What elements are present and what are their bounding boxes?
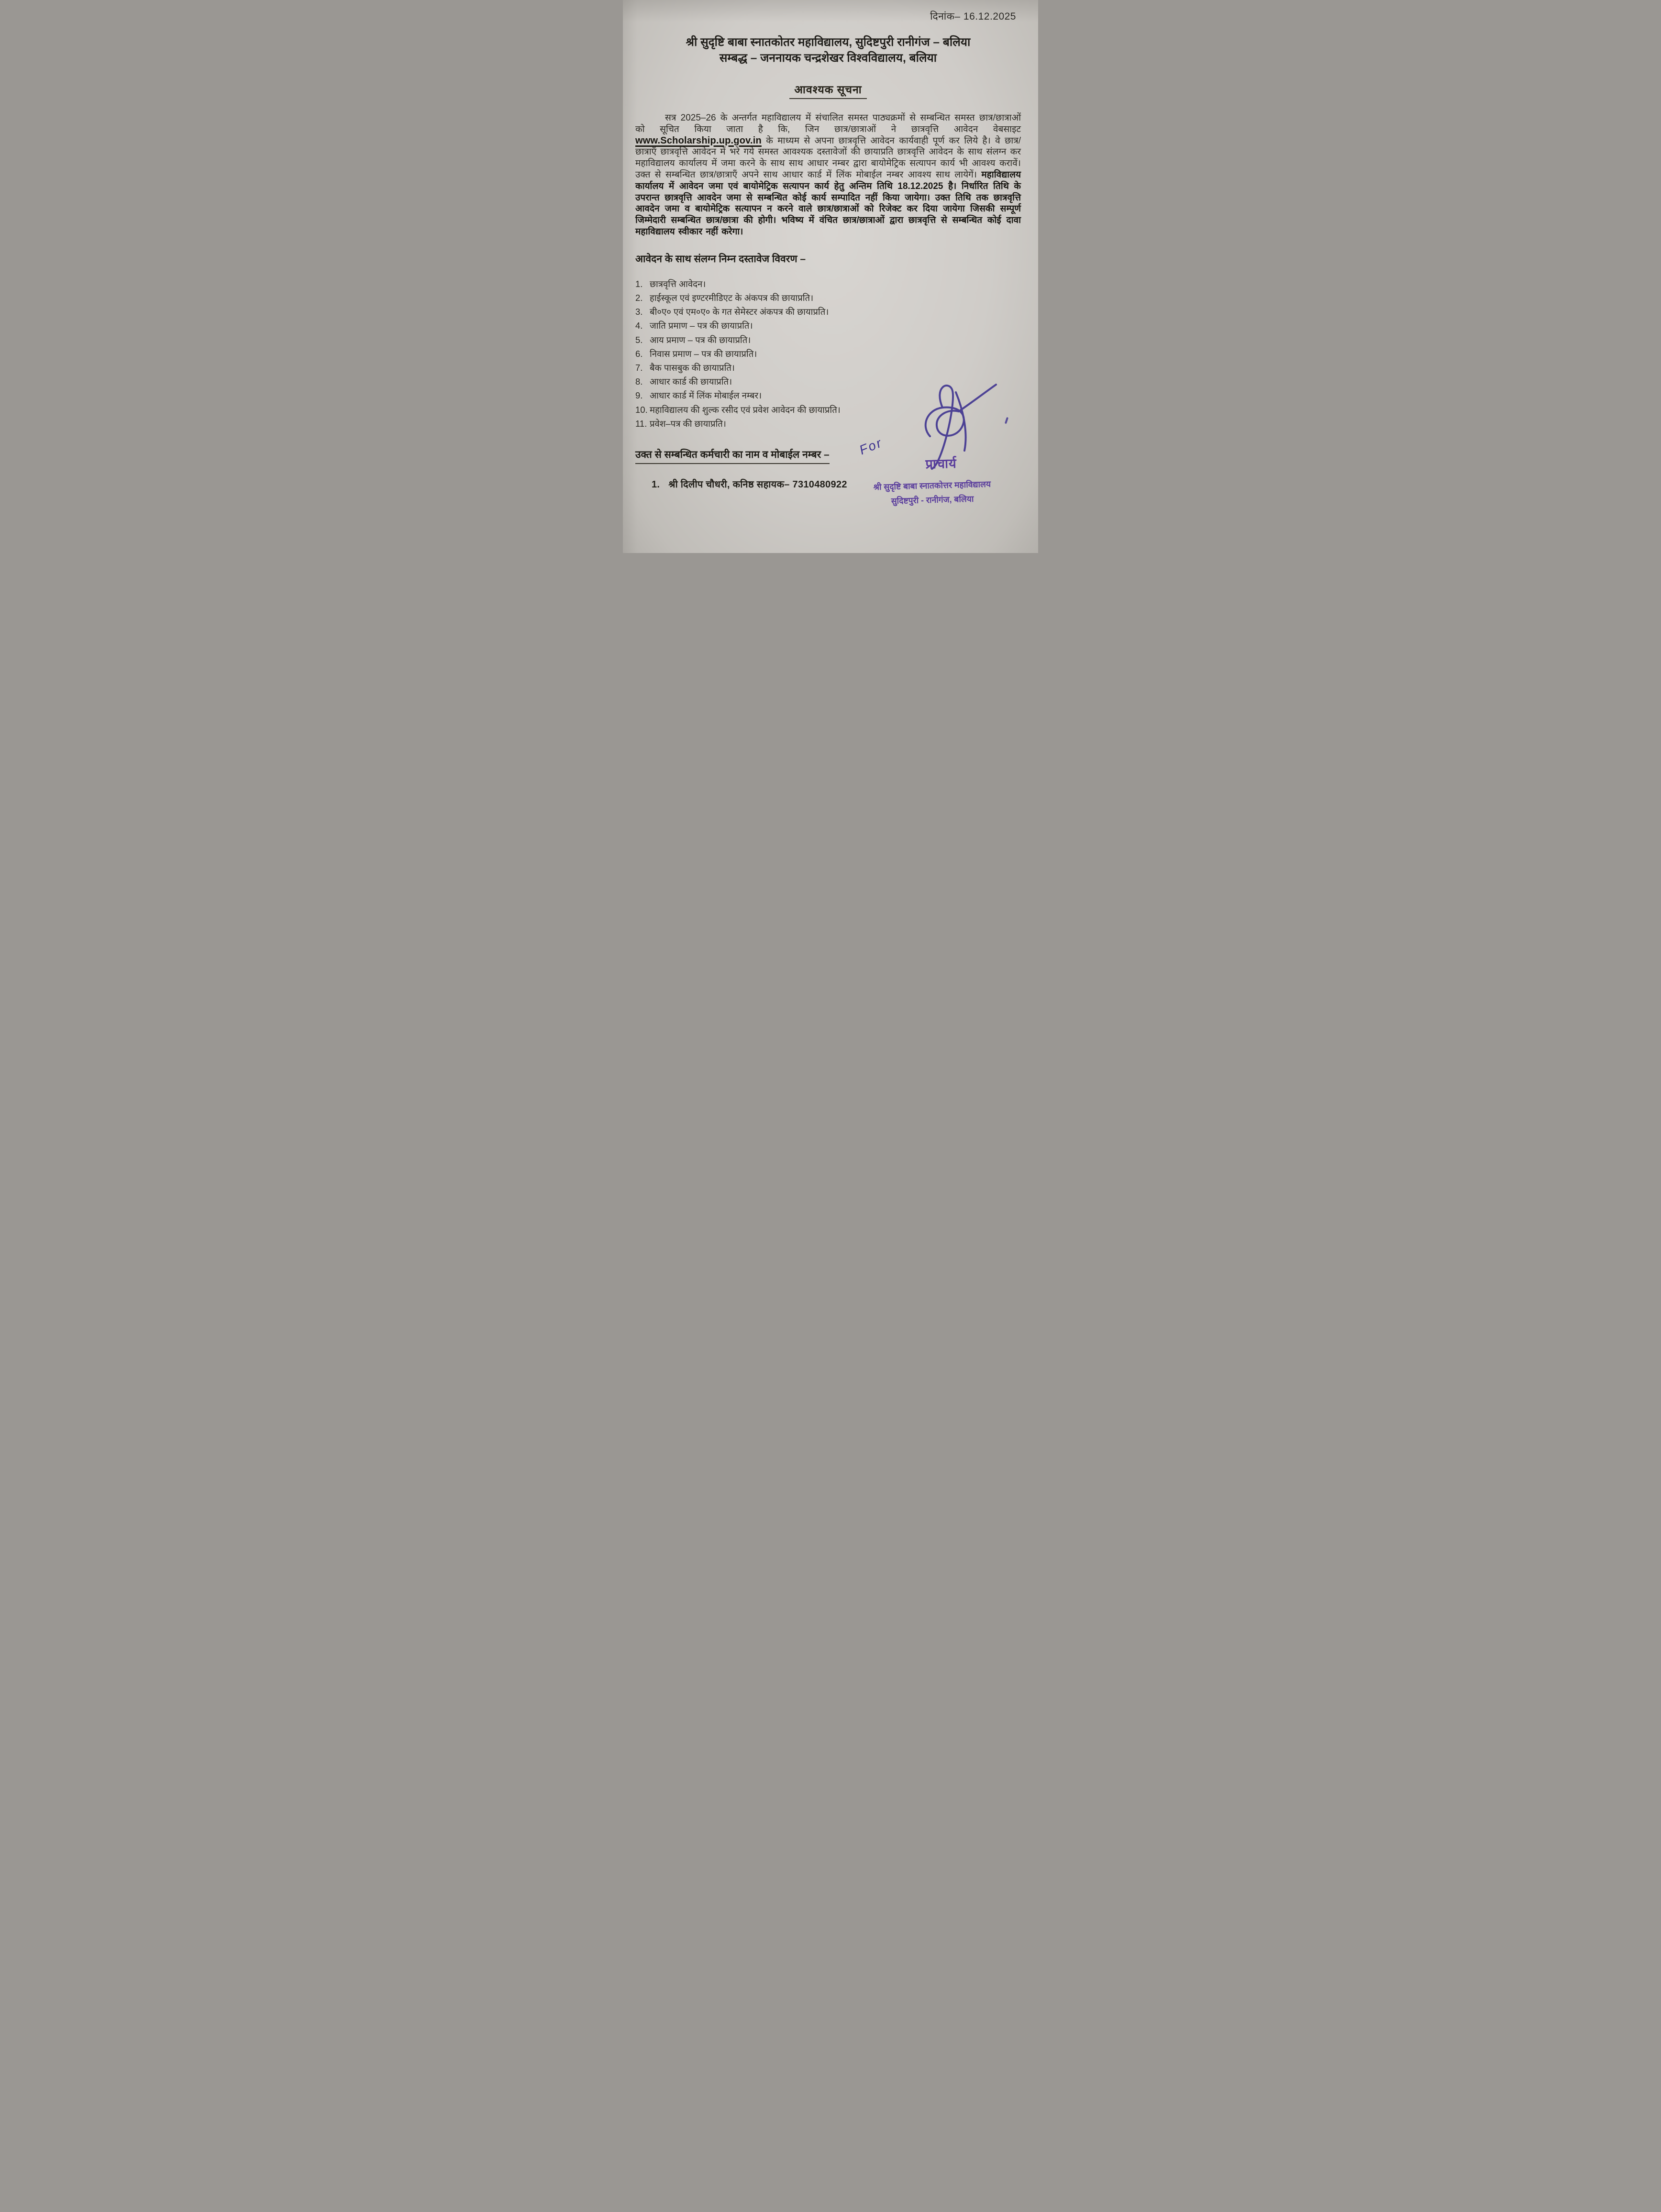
contact-text: श्री दिलीप चौधरी, कनिष्ठ सहायक– 7310480922 — [668, 479, 847, 490]
stamp-title: प्राचार्य — [925, 456, 957, 472]
item-number: 9. — [635, 390, 643, 401]
list-item — [635, 319, 1021, 332]
item-text: महाविद्यालय की शुल्क रसीद एवं प्रवेश आवेदन की छायाप्रति। — [650, 404, 841, 415]
item-text: बैक पासबुक की छायाप्रति। — [650, 362, 735, 373]
list-item — [635, 291, 1021, 305]
item-number: 10. — [635, 404, 648, 415]
item-number: 8. — [635, 376, 643, 387]
list-item — [635, 277, 1021, 291]
item-text: हाईस्कूल एवं इण्टरमीडिएट के अंकपत्र की छायाप्रति। — [650, 292, 814, 303]
list-item — [635, 347, 1021, 361]
notice-heading: आवश्यक सूचना — [789, 81, 866, 99]
contact-heading: उक्त से सम्बन्धित कर्मचारी का नाम व मोबाईल नम्बर – — [635, 448, 830, 464]
stamp-college-line: श्री सुदृष्टि बाबा स्नातकोत्तर महाविद्यालय — [873, 479, 991, 492]
item-text: आधार कार्ड में लिंक मोबाईल नम्बर। — [650, 390, 762, 401]
documents-heading: आवेदन के साथ संलग्न निम्न दस्तावेज विवरण – — [635, 253, 806, 265]
list-item — [635, 305, 1021, 319]
item-number: 2. — [635, 292, 643, 303]
paragraph-part2: के माध्यम से अपना छात्रवृत्ति आवेदन कार्यवाही पूर्ण कर लिये है। वे छात्र/छात्राएँ छात्रवृत्ति आवेदन में भरे गये समस्त आवश्यक दस्तावेजों की छायाप्रति छात्रवृत्ति आवेदन के साथ संलग्न कर महाविद्यालय कार्यालय में जमा करने के साथ साथ आधार नम्बर द्वारा बायोमेट्रिक सत्यापन कार्य भी आवश्य करावें। उक्त से सम्बन्धित छात्र/छात्राएँ अपने साथ आधार कार्ड में लिंक मोबाईल नम्बर आवश्य साथ लायेगें। — [635, 135, 1021, 180]
item-text: प्रवेश–पत्र की छायाप्रति। — [650, 418, 726, 429]
item-number: 11. — [635, 418, 647, 429]
stamp-address-line: सुदिष्टपुरी - रानीगंज, बलिया — [891, 494, 974, 506]
scanned-notice-page — [623, 0, 1038, 553]
title-line1: श्री सुदृष्टि बाबा स्नातकोतर महाविद्यालय, सुदिष्टपुरी रानीगंज – बलिया — [686, 36, 971, 49]
principal-stamp — [845, 452, 1019, 508]
list-item — [635, 333, 1021, 347]
date-label: दिनांक– 16.12.2025 — [930, 11, 1016, 22]
item-number: 3. — [635, 307, 643, 317]
signature-block — [846, 383, 1018, 526]
list-item — [635, 361, 1021, 375]
for-annotation: For — [857, 435, 885, 458]
item-text: जाति प्रमाण – पत्र की छायाप्रति। — [650, 321, 753, 331]
item-number: 1. — [635, 278, 643, 289]
college-title — [635, 34, 1021, 66]
item-number: 7. — [635, 362, 643, 373]
item-text: निवास प्रमाण – पत्र की छायाप्रति। — [650, 348, 757, 359]
notice-paragraph — [635, 112, 1021, 238]
item-number: 5. — [635, 334, 643, 345]
item-text: आधार कार्ड की छायाप्रति। — [650, 376, 732, 387]
item-text: बी०ए० एवं एम०ए० के गत सेमेस्टर अंकपत्र की छायाप्रति। — [650, 307, 829, 317]
item-number: 4. — [635, 321, 643, 331]
paragraph-bold-deadline: महाविद्यालय कार्यालय में आवेदन जमा एवं बायोमेट्रिक सत्यापन कार्य हेतु अन्तिम तिथि 18.12.2025 है। निर्धारित तिथि के उपरान्त छात्रवृत्ति आवदेन जमा से सम्बन्धित कोई कार्य सम्पादित नहीं किया जायेगा। उक्त तिथि तक छात्रवृत्ति आवदेन जमा व बायोमेट्रिक सत्यापन न करने वाले छात्र/छात्राओं को रिजेक्ट कर दिया जायेगा जिसकी सम्पूर्ण जिम्मेदारी सम्बन्धित छात्र/छात्रा की होगी। भविष्य में वंचित छात्र/छात्राओं द्वारा छात्रवृत्ति से सम्बन्धित कोई दावा महाविद्यालय स्वीकार नहीं करेगा। — [635, 169, 1021, 237]
contact-number: 1. — [652, 479, 660, 490]
title-line2: सम्बद्ध – जननायक चन्द्रशेखर विश्वविद्यालय, बलिया — [719, 52, 937, 65]
paragraph-part1: सत्र 2025–26 के अन्तर्गत महाविद्यालय में संचालित समस्त पाठ्यक्रमों से सम्बन्धित समस्त छात्र/छात्राओं को सूचित किया जाता है कि, जिन छात्र/छात्राओं ने छात्रवृत्ति आवेदन वेबसाइट — [635, 113, 1021, 134]
item-text: आय प्रमाण – पत्र की छायाप्रति। — [650, 334, 751, 345]
item-text: छात्रवृत्ति आवेदन। — [650, 278, 706, 289]
scholarship-website-url: www.Scholarship.up.gov.in — [635, 135, 762, 146]
item-number: 6. — [635, 348, 643, 359]
